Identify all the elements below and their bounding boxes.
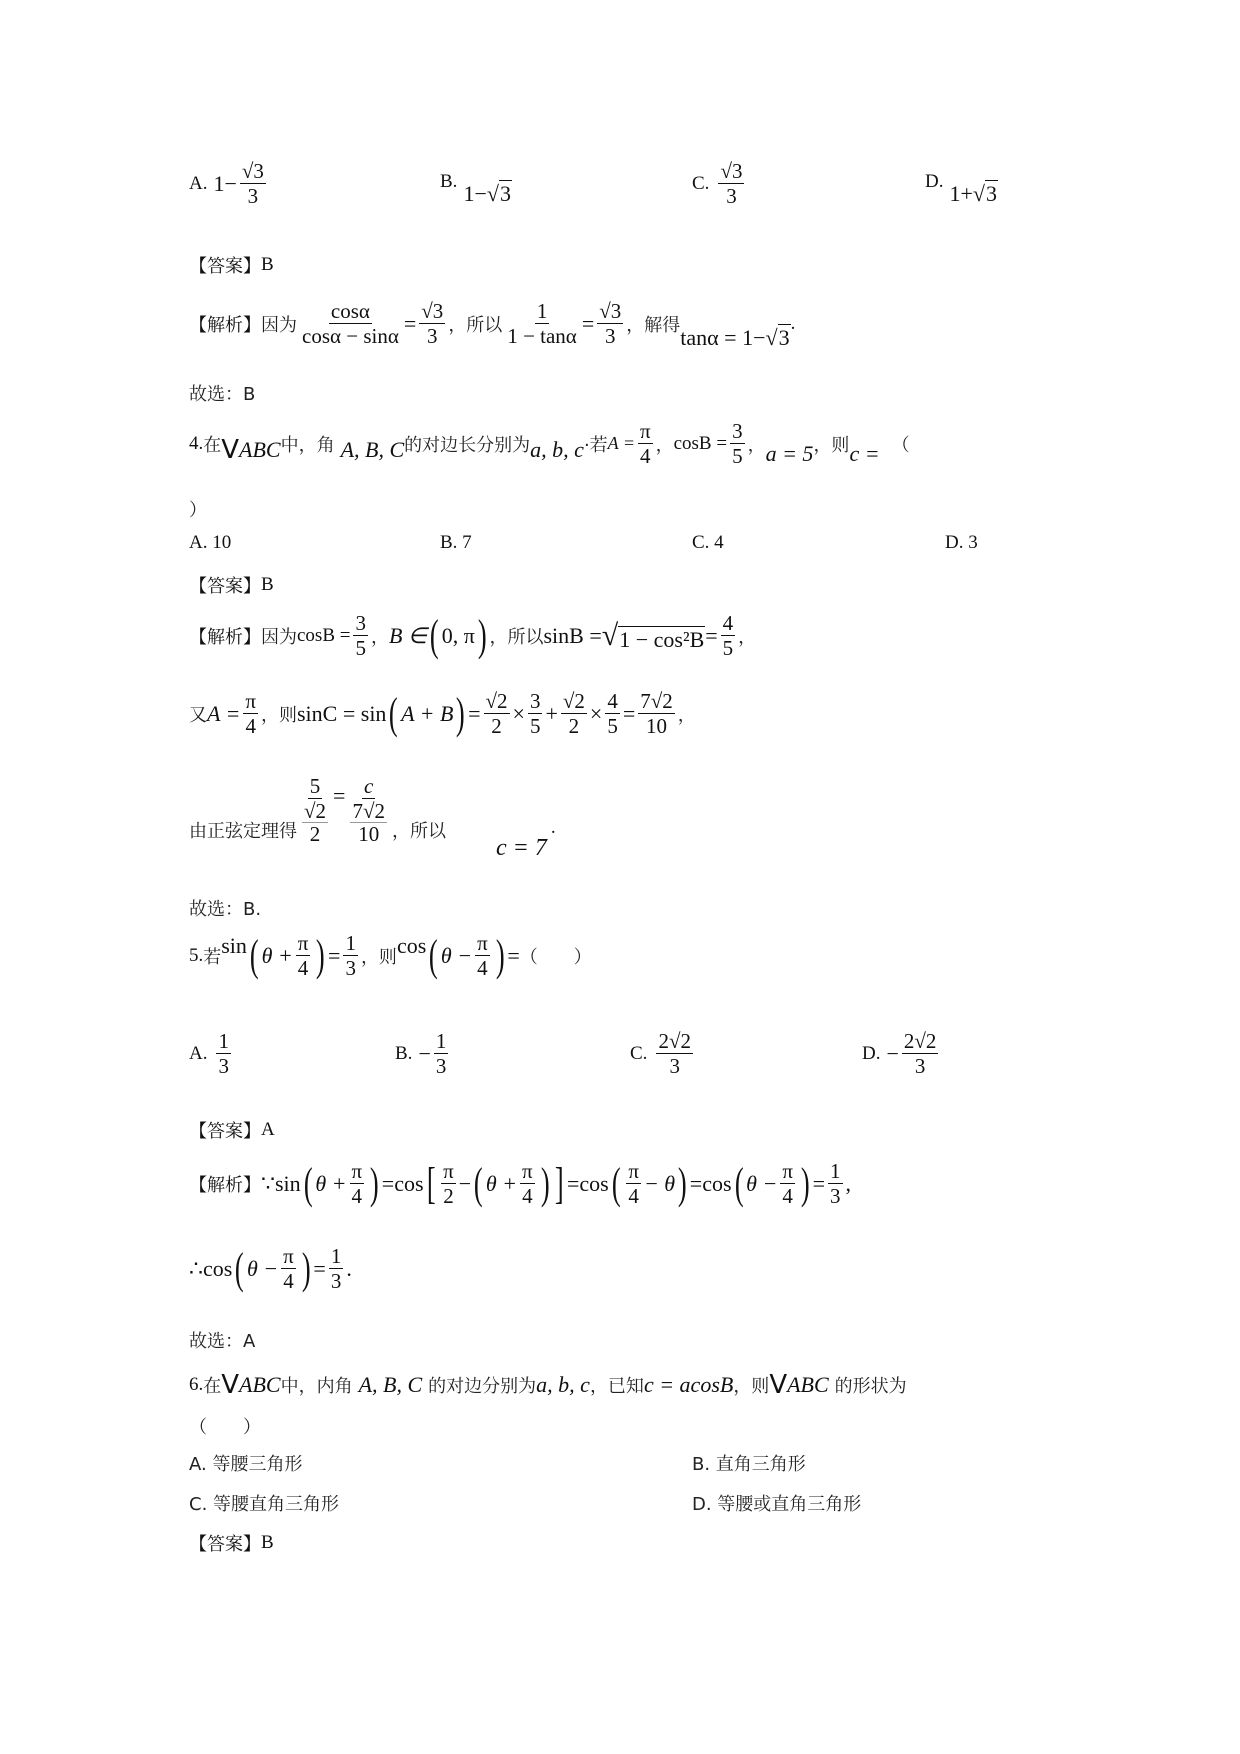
q3-conclusion: [189, 380, 255, 406]
text: ·若: [583, 434, 608, 456]
math-text: c = acosB: [643, 1372, 734, 1397]
denominator: 5: [732, 444, 743, 469]
numerator: 5: [309, 774, 321, 798]
text: ，: [677, 704, 696, 726]
q5-option-a: [189, 1030, 234, 1077]
text: ，则: [733, 1376, 770, 1397]
fraction: [721, 612, 736, 659]
denominator: 5: [355, 636, 366, 661]
fraction: [561, 690, 587, 737]
q3-answer: [189, 252, 274, 278]
numerator: 3: [732, 419, 743, 443]
fraction: [902, 1030, 939, 1077]
bracket: ]: [555, 1158, 565, 1208]
text: ，: [655, 434, 674, 456]
numerator: 4: [722, 611, 734, 635]
q4-option-d: [945, 532, 978, 554]
q4-option-b: [440, 532, 472, 554]
option-label: D.: [862, 1042, 881, 1064]
paren: (: [389, 688, 399, 738]
period: .: [790, 312, 796, 334]
numerator: 3: [355, 611, 366, 635]
q5-therefore: [189, 1245, 352, 1292]
math-text: cos: [579, 1170, 609, 1196]
question-number: 5.: [189, 944, 204, 966]
text: 因为: [261, 626, 297, 648]
text: ，所以: [448, 314, 503, 336]
text: ，解得: [626, 314, 681, 336]
paren: ): [800, 1158, 810, 1208]
text: 中，内角: [280, 1376, 353, 1397]
math-text: A, B, C: [340, 436, 405, 462]
math-text: cos: [203, 1255, 233, 1281]
numerator: √2: [562, 689, 585, 713]
option-label: B. 7: [440, 532, 472, 553]
conclusion-text: 故选：B: [189, 384, 256, 405]
conclusion-text: 故选：B.: [189, 899, 262, 920]
numerator: 2√2: [903, 1029, 937, 1053]
text: ，: [370, 626, 389, 648]
text: ，: [747, 434, 766, 456]
paren: （: [891, 434, 910, 456]
answer-value: B: [261, 574, 274, 595]
math-text: cosB =: [673, 432, 728, 454]
numerator: 2√2: [658, 1029, 691, 1053]
math-text: 1−: [463, 180, 487, 206]
math-text: θ +: [315, 1170, 347, 1196]
fraction: [300, 775, 330, 845]
analysis-tag: 【解析】: [189, 1174, 261, 1196]
option-label: B.: [395, 1042, 413, 1064]
denominator: 5: [607, 714, 618, 739]
denominator: 3: [330, 1269, 342, 1294]
math-text: − θ: [643, 1170, 676, 1196]
radicand: 1 − cos²B: [619, 626, 705, 652]
paren: ): [316, 930, 326, 980]
radicand: 3: [499, 181, 511, 206]
sqrt: √ 3: [972, 181, 997, 206]
math-text: a, b, c: [536, 1372, 590, 1397]
numerator: π: [522, 1159, 533, 1183]
numerator: π: [477, 931, 488, 955]
fraction: [475, 932, 490, 979]
q4-conclusion: [189, 895, 261, 921]
question-number: 4.: [189, 432, 204, 454]
denominator: 1 − tanα: [507, 324, 577, 349]
minus: −: [458, 1170, 472, 1196]
analysis-tag: 【解析】: [189, 626, 261, 648]
period: .: [550, 817, 556, 839]
numerator: π: [283, 1244, 294, 1268]
math-text: A =: [607, 433, 635, 454]
numerator: √3: [421, 299, 444, 323]
option-label: D. 等腰或直角三角形: [692, 1494, 862, 1515]
triangle-name: ABC: [787, 1372, 829, 1397]
fraction: [730, 420, 745, 467]
q5-stem: [189, 932, 592, 979]
equals: =: [333, 783, 346, 809]
fraction: [828, 1160, 843, 1207]
therefore-symbol: ∴: [189, 1255, 203, 1281]
numerator: 3: [529, 689, 541, 713]
compound-denominator: [300, 799, 330, 845]
option-label: A.: [189, 1042, 208, 1064]
q4-answer: [189, 572, 274, 598]
q6-option-c: [189, 1490, 339, 1516]
math-text: A =: [207, 700, 241, 726]
q3-option-d: [925, 170, 998, 207]
math-text: c =: [849, 440, 880, 466]
sqrt: √ 1 − cos²B: [601, 618, 705, 652]
q4-stem: [189, 420, 910, 467]
denominator: 4: [628, 1184, 639, 1209]
fraction: [216, 1030, 231, 1077]
fraction: [656, 1030, 693, 1077]
denominator: 4: [477, 956, 488, 981]
equals: =: [313, 1255, 326, 1281]
fraction: [353, 612, 368, 659]
math-text: θ +: [485, 1170, 518, 1196]
fraction: [528, 690, 543, 737]
q6-option-a: [189, 1450, 302, 1476]
fraction: [243, 690, 258, 737]
answer-value: A: [261, 1119, 275, 1140]
paren: ): [301, 1243, 311, 1293]
because-symbol: ∵: [261, 1170, 275, 1196]
analysis-tag: 【解析】: [189, 314, 261, 336]
math-text: θ +: [261, 942, 293, 968]
math-text: sinB =: [543, 622, 602, 648]
math-text: B ∈: [388, 622, 428, 648]
q5-conclusion: [189, 1327, 255, 1353]
numerator: √3: [720, 159, 743, 183]
paren: (: [249, 930, 259, 980]
q5-option-d: [862, 1030, 941, 1077]
radicand: 3: [985, 181, 997, 206]
fraction: [718, 160, 744, 207]
triangle-icon: V: [221, 434, 240, 465]
paren: ): [456, 688, 466, 738]
denominator: 2: [443, 1184, 454, 1209]
option-label: C. 等腰直角三角形: [189, 1494, 340, 1515]
option-label: A.: [189, 172, 208, 194]
text: 的形状为: [834, 1376, 907, 1397]
math-text: A, B, C: [358, 1372, 423, 1397]
denominator: 5: [722, 636, 734, 661]
denominator: 3: [669, 1054, 680, 1079]
math-text: sin: [221, 932, 247, 958]
q6-answer: [189, 1530, 274, 1556]
math-text: θ −: [746, 1170, 778, 1196]
math-text: A + B: [401, 700, 454, 726]
blank: （ ）: [189, 1417, 261, 1438]
numerator: √2: [485, 689, 508, 713]
fraction: [780, 1160, 795, 1207]
answer-tag: 【答案】: [189, 1121, 261, 1142]
math-text: sinC = sin: [297, 700, 387, 726]
conclusion-text: 故选：A: [189, 1331, 256, 1352]
paren: ): [495, 930, 505, 980]
fraction: [505, 300, 579, 347]
denominator: 3: [427, 324, 438, 349]
fraction: [484, 690, 510, 737]
plus: +: [545, 700, 558, 726]
text: 又: [189, 704, 207, 726]
q5-option-b: [395, 1030, 451, 1077]
denominator: 4: [351, 1184, 363, 1209]
numerator: 1: [330, 1244, 342, 1268]
q3-option-a: [189, 160, 269, 207]
blank: （ ）: [519, 946, 592, 968]
denominator: 4: [522, 1184, 533, 1209]
q4-analysis-line2: [189, 690, 696, 737]
numerator: π: [782, 1159, 793, 1183]
paren: (: [611, 1158, 621, 1208]
fraction: [597, 300, 623, 347]
math-text: θ −: [440, 942, 473, 968]
math-text: cos: [702, 1170, 732, 1196]
period: .: [346, 1255, 352, 1281]
q4-option-a: [189, 532, 231, 554]
math-text: a = 5: [765, 440, 814, 466]
fraction: [343, 932, 358, 979]
numerator: c: [364, 774, 374, 798]
comma: ,: [845, 1170, 852, 1196]
triangle-name: ABC: [239, 436, 281, 462]
q3-option-c: [692, 160, 747, 207]
denominator: 4: [640, 444, 651, 469]
fraction: [441, 1160, 456, 1207]
math-text: cos: [396, 932, 427, 958]
answer-value: B: [261, 254, 274, 275]
triangle-name: ABC: [239, 1372, 281, 1397]
numerator: √2: [304, 799, 327, 824]
fraction: [300, 300, 401, 347]
answer-tag: 【答案】: [189, 1534, 261, 1555]
math-text: 1+: [949, 180, 973, 206]
math-text: θ −: [246, 1255, 279, 1281]
fraction: [350, 1160, 365, 1207]
denominator: 3: [830, 1184, 841, 1209]
math-text: cosB =: [297, 624, 351, 646]
equals: =: [689, 1170, 703, 1196]
numerator: √3: [241, 159, 264, 183]
q6-stem-blank: [189, 1413, 261, 1439]
q6-stem: [189, 1370, 907, 1400]
paren: (: [235, 1243, 245, 1293]
fraction: [419, 300, 445, 347]
q3-option-b: [440, 170, 512, 207]
math-text: cos: [394, 1170, 424, 1196]
triangle-icon: V: [769, 1370, 788, 1400]
paren: (: [734, 1158, 744, 1208]
equals: =: [812, 1170, 826, 1196]
denominator: 3: [605, 324, 616, 349]
option-label: B.: [440, 170, 458, 192]
fraction: [348, 775, 389, 845]
denominator: 2: [568, 714, 580, 739]
numerator: 1: [435, 1029, 447, 1053]
denominator: 3: [247, 184, 259, 209]
q5-analysis: [189, 1160, 851, 1207]
numerator: 1: [536, 299, 548, 323]
q4-analysis-line3: [189, 774, 556, 861]
text: ，所以: [391, 821, 446, 843]
text: 中，角: [280, 434, 335, 456]
answer-tag: 【答案】: [189, 576, 261, 597]
numerator: cosα: [330, 299, 370, 323]
equals: =: [403, 310, 417, 336]
option-label: B. 直角三角形: [692, 1454, 806, 1475]
option-label: C.: [692, 172, 710, 194]
equals: =: [705, 622, 718, 648]
paren: (: [474, 1158, 483, 1208]
text: 若: [203, 946, 222, 968]
text: 在: [203, 434, 222, 456]
equals: =: [468, 700, 481, 726]
denominator: cosα − sinα: [302, 324, 399, 349]
text: ，已知: [589, 1376, 644, 1397]
numerator: π: [245, 689, 256, 713]
q3-analysis: [189, 299, 796, 351]
equals: =: [622, 700, 636, 726]
numerator: π: [351, 1159, 363, 1183]
numerator: 7√2: [352, 799, 385, 824]
option-label: D. 3: [945, 532, 978, 553]
fraction: [434, 1030, 449, 1077]
math-text: c = 7: [495, 834, 547, 861]
text: 由正弦定理得: [189, 821, 297, 843]
fraction: [329, 1245, 344, 1292]
sqrt: √ 3: [486, 181, 511, 206]
numerator: π: [297, 931, 309, 955]
denominator: 3: [218, 1054, 229, 1079]
fraction: [638, 690, 675, 737]
bracket: [: [426, 1158, 436, 1208]
paren: ): [370, 1158, 379, 1208]
q5-answer: [189, 1117, 275, 1143]
equals: =: [328, 942, 341, 968]
q6-option-d: [692, 1490, 861, 1516]
denominator: 3: [435, 1054, 447, 1079]
numerator: 1: [830, 1159, 841, 1183]
question-number: 6.: [189, 1374, 204, 1395]
q4-analysis-line1: [189, 612, 756, 659]
paren: ）: [189, 500, 207, 521]
fraction: [240, 160, 266, 207]
option-label: A. 10: [189, 532, 232, 553]
equals: =: [381, 1170, 395, 1196]
fraction: [520, 1160, 535, 1207]
math-text: a, b, c: [530, 436, 584, 462]
q4-option-c: [692, 532, 724, 554]
text: ，所以: [489, 626, 544, 648]
numerator: π: [443, 1159, 454, 1183]
text: ，: [738, 626, 757, 648]
paren: (: [430, 610, 439, 660]
denominator: 4: [297, 956, 309, 981]
equals: =: [566, 1170, 580, 1196]
times: ×: [512, 700, 525, 726]
fraction: [626, 1160, 641, 1207]
denominator: 3: [345, 956, 356, 981]
text: ，则: [360, 946, 397, 968]
sqrt: √ 3: [765, 325, 790, 351]
option-label: A. 等腰三角形: [189, 1454, 303, 1475]
denominator: 10: [646, 714, 668, 739]
denominator: 4: [782, 1184, 793, 1209]
denominator: 4: [245, 714, 256, 739]
q6-option-b: [692, 1450, 806, 1476]
paren: ): [678, 1158, 687, 1208]
math-text: tanα = 1−: [680, 324, 766, 350]
text: ，则: [261, 704, 297, 726]
denominator: 5: [529, 714, 541, 739]
equals: =: [581, 310, 595, 336]
fraction: [638, 420, 653, 467]
numerator: π: [628, 1159, 639, 1183]
text: 的对边分别为: [428, 1376, 537, 1397]
q4-stem-end: [189, 496, 207, 522]
triangle-icon: V: [221, 1370, 240, 1400]
paren: ): [540, 1158, 550, 1208]
numerator: 1: [218, 1029, 229, 1053]
text: 在: [203, 1376, 222, 1397]
denominator: 3: [914, 1054, 926, 1079]
numerator: √3: [599, 299, 622, 323]
paren: (: [303, 1158, 313, 1208]
fraction: [605, 690, 620, 737]
paren: (: [429, 930, 438, 980]
fraction: [296, 932, 311, 979]
option-label: C. 4: [692, 532, 724, 553]
numerator: 4: [607, 689, 618, 713]
math-text: 1−: [213, 170, 237, 196]
denominator: 2: [491, 714, 502, 739]
radicand: 3: [778, 325, 790, 351]
option-label: C.: [630, 1042, 648, 1064]
numerator: π: [640, 419, 651, 443]
denominator: 2: [309, 822, 321, 847]
sign: −: [418, 1040, 431, 1066]
fraction: [281, 1245, 296, 1292]
paren: ): [477, 610, 487, 660]
answer-tag: 【答案】: [189, 256, 261, 277]
text: ，则: [813, 434, 850, 456]
numerator: 7√2: [640, 689, 673, 713]
denominator: 3: [726, 184, 737, 209]
numerator: 1: [345, 931, 356, 955]
answer-value: B: [261, 1532, 274, 1553]
text: 的对边长分别为: [404, 434, 531, 456]
times: ×: [589, 700, 603, 726]
compound-denominator: [348, 799, 389, 845]
text: 因为: [261, 314, 297, 336]
denominator: 4: [283, 1269, 294, 1294]
sign: −: [886, 1040, 899, 1066]
math-text: 0, π: [441, 622, 475, 648]
math-text: sin: [275, 1170, 301, 1196]
q5-option-c: [630, 1030, 696, 1077]
option-label: D.: [925, 170, 944, 192]
denominator: 10: [358, 822, 380, 847]
equals: =: [507, 942, 520, 968]
